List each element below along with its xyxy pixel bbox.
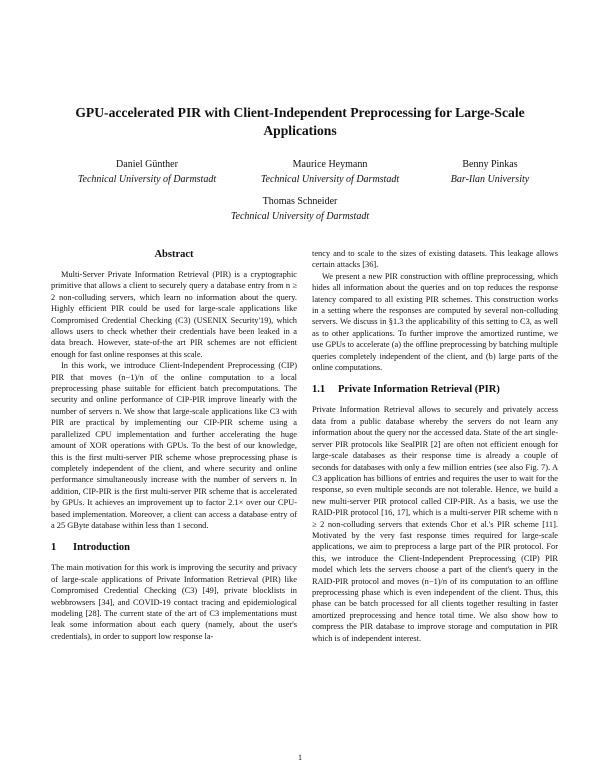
right-paragraph-2: We present a new PIR construction with offline preprocessing, which hides all information about the queries and on top reduces the response latency compared to all existing PIR schemes. This construction works in a setting where the responses are computed by several non-colluding servers. We discuss in §1.3 the applicability of this setting to C3, as well as to other applications. To further improve the amortized runtime, we use GPUs to accelerate (a) the offline preprocessing by batching multiple queries completely independent of the client, and (b) large parts of the online computations.: [312, 271, 558, 373]
left-column: [51, 248, 297, 642]
section-title: Introduction: [73, 542, 130, 554]
author-1: [72, 157, 222, 187]
author-4: [225, 194, 375, 224]
author-affiliation: Technical University of Darmstadt: [230, 211, 370, 222]
subsection-title: Private Information Retrieval (PIR): [338, 384, 500, 396]
abstract-paragraph-2: In this work, we introduce Client-Independent Preprocessing (CIP) PIR that moves (n−1)/n of the online computation to a local preprocessing phase suitable for efficient batch precomputations. The security and online performance of CIP-PIR improve linearly with the number of servers n. We show that large-scale applications like C3 with PIR are practical by implementing our CIP-PIR scheme using a parallelized CPU implementation and further accelerating the huge amount of XOR operations with GPUs. To the best of our knowledge, this is the first multi-server PIR scheme whose preprocessing phase is completely independent of the client, and where security and online performance simultaneously increase with the number of servers n. In addition, CIP-PIR is the first multi-server PIR scheme that is accelerated by GPUs. It achieves an improvement up to factor 2.1× over our CPU-based implementation. Moreover, a client can access a database entry of a 25 GByte database within less than 1 second.: [51, 361, 297, 530]
author-3: [430, 157, 550, 187]
author-name: Maurice Heymann: [292, 159, 368, 170]
abstract-heading: Abstract: [154, 249, 194, 260]
section-number: 1: [51, 542, 57, 554]
author-name: Thomas Schneider: [262, 196, 338, 207]
section-heading-introduction: [51, 541, 297, 554]
right-column: [312, 248, 558, 644]
intro-paragraph-1: The main motivation for this work is improving the security and privacy of large-scale applications of Private Information Retrieval (PIR) like Compromised Credential Checking (C3) [49], private blocklists in webbrowsers [34], and COVID-19 contact tracing and epidemiological modeling [28]. The current state of the art of C3 implementations must leak some information about each query (namely, about the user's credentials), in order to support low response la-: [51, 563, 297, 641]
title-line-1: GPU-accelerated PIR with Client-Independent Preprocessing for Large-Scale: [75, 105, 525, 120]
page-number: 1: [297, 752, 303, 762]
right-paragraph-3: Private Information Retrieval allows to securely and privately access data from a public database whereby the servers do not learn any information about the query nor the accessed data. State of the art single-server PIR protocols like SealPIR [2] are often not efficient enough for large-scale databases as their response time is already a couple of seconds for databases with only a few million entries (see also Fig. 7). A C3 application has billions of entries and requires the user to wait for the response, so even multiple seconds are not tolerable. Hence, we build a new multi-server PIR protocol called CIP-PIR. As a basis, we use the RAID-PIR protocol [16, 17], which is a multi-server PIR scheme with n ≥ 2 non-colluding servers that extends Chor et al.'s PIR scheme [11]. Motivated by the very fast response times required for large-scale applications, we aim to preprocess a large part of the PIR protocol. For this, we introduce the Client-Independent Preprocessing (CIP) PIR model which lets the servers choose a part of the client's query in the RAID-PIR protocol and moves (n−1)/n of its computation to an offline preprocessing phase which is even independent of the client. Thus, this phase can be batch processed for all clients together resulting in faster amortized preprocessing and hence total time. We also show how to compress the PIR database to improve storage and computation in PIR which is of independent interest.: [312, 405, 558, 643]
spacer: [51, 531, 297, 541]
right-paragraph-1: tency and to scale to the sizes of existing datasets. This leakage allows certain attacks [36].: [312, 249, 558, 270]
paper-title: [40, 104, 560, 140]
author-name: Daniel Günther: [116, 159, 178, 170]
subsection-number: 1.1: [312, 384, 326, 396]
spacer: [312, 373, 558, 383]
author-affiliation: Bar-Ilan University: [450, 174, 530, 185]
subsection-heading-pir: [312, 383, 558, 396]
author-affiliation: Technical University of Darmstadt: [77, 174, 217, 185]
author-affiliation: Technical University of Darmstadt: [260, 174, 400, 185]
abstract-paragraph-1: Multi-Server Private Information Retrieval (PIR) is a cryptographic primitive that allows a client to securely query a database entry from n ≥ 2 non-colluding servers, which learn no information about the query. Highly efficient PIR could be used for large-scale applications like Compromised Credential Checking (C3) (USENIX Security'19), which allows users to check whether their credentials have been leaked in a data breach. However, state-of-the art PIR schemes are not efficient enough for fast online responses at this scale.: [51, 270, 297, 359]
author-name: Benny Pinkas: [462, 159, 518, 170]
title-line-2: Applications: [263, 123, 337, 138]
author-2: [255, 157, 405, 187]
